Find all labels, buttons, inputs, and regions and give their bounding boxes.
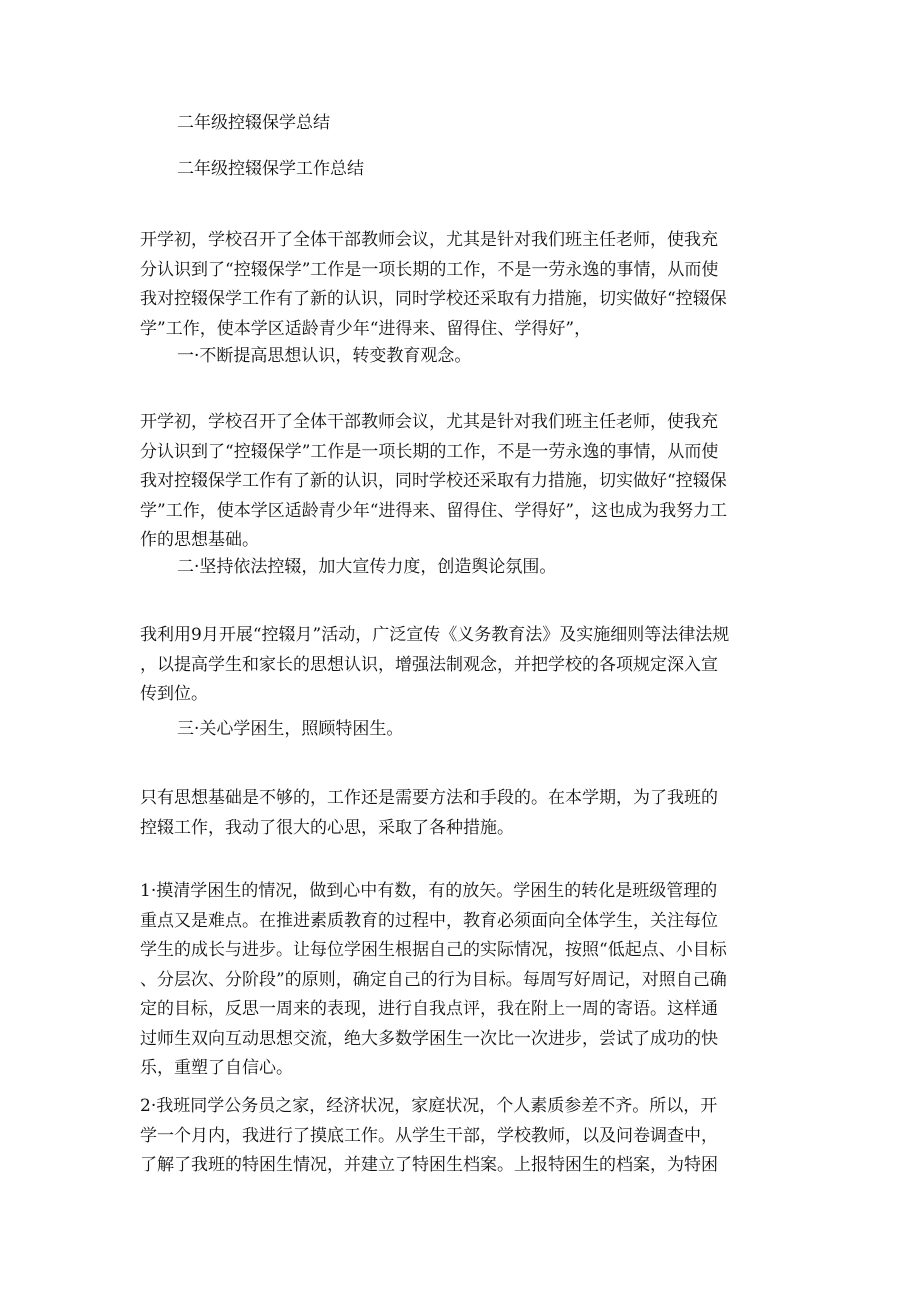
paragraph-line: 定的目标，反思一周来的表现，进行自我点评，我在附上一周的寄语。这样通 <box>140 999 718 1019</box>
paragraph-line: 乐，重塑了自信心。 <box>140 1058 293 1078</box>
paragraph-line: 开学初，学校召开了全体干部教师会议，尤其是针对我们班主任老师，使我充 <box>140 230 718 250</box>
section-2-paragraph <box>140 621 780 710</box>
paragraph-line: ，以提高学生和家长的思想认识，增强法制观念，并把学校的各项规定深入宣 <box>140 654 718 675</box>
section-3-heading: 三·关心学困生，照顾特困生。 <box>177 719 404 739</box>
section-1-heading: 一·不断提高思想认识，转变教育观念。 <box>177 346 472 366</box>
paragraph-line: 学一个月内，我进行了摸底工作。从学生干部，学校教师，以及问卷调查中， <box>140 1125 718 1146</box>
paragraph-line: 学”工作，使本学区适龄青少年“进得来、留得住、学得好”，这也成为我努力工 <box>140 500 728 521</box>
paragraph-line: 学”工作，使本学区适龄青少年“进得来、留得住、学得好”， <box>140 318 592 339</box>
paragraph-line: 控辍工作，我动了很大的心思，采取了各种措施。 <box>140 817 514 838</box>
item-2-paragraph <box>140 1092 780 1181</box>
paragraph-line: 作的思想基础。 <box>140 530 259 550</box>
paragraph-line: 了解了我班的特困生情况，并建立了特困生档案。上报特困生的档案，为特困 <box>140 1155 718 1175</box>
paragraph-line: 分认识到了“控辍保学”工作是一项长期的工作，不是一劳永逸的事情，从而使 <box>140 259 719 280</box>
paragraph-line: 我对控辍保学工作有了新的认识，同时学校还采取有力措施，切实做好“控辍保 <box>140 289 727 309</box>
item-1-paragraph <box>140 877 780 1084</box>
paragraph-line: 重点又是难点。在推进素质教育的过程中，教育必须面向全体学生，关注每位 <box>140 910 718 931</box>
paragraph-line: 、分层次、分阶段”的原则，确定自己的行为目标。每周写好周记，对照自己确 <box>140 969 727 990</box>
paragraph-line: 传到位。 <box>140 684 208 704</box>
paragraph-line: 分认识到了“控辍保学”工作是一项长期的工作，不是一劳永逸的事情，从而使 <box>140 441 719 462</box>
paragraph-line: 1·摸清学困生的情况，做到心中有数，有的放矢。学困生的转化是班级管理的 <box>140 881 718 901</box>
document-subtitle: 二年级控辍保学工作总结 <box>177 159 364 179</box>
section-2-heading: 二·坚持依法控辍，加大宣传力度，创造舆论氛围。 <box>177 557 557 577</box>
section-3-paragraph <box>140 784 780 843</box>
paragraph-line: 我对控辍保学工作有了新的认识，同时学校还采取有力措施，切实做好“控辍保 <box>140 471 727 491</box>
paragraph-line: 我利用9月开展“控辍月”活动，广泛宣传《义务教育法》及实施细则等法律法规 <box>140 625 730 645</box>
paragraph-line: 学生的成长与进步。让每位学困生根据自己的实际情况，按照“低起点、小目标 <box>140 940 727 960</box>
section-1-paragraph <box>140 408 780 556</box>
paragraph-line: 2·我班同学公务员之家，经济状况，家庭状况，个人素质参差不齐。所以，开 <box>140 1096 718 1116</box>
document-title: 二年级控辍保学总结 <box>177 113 330 133</box>
intro-paragraph <box>140 226 780 344</box>
paragraph-line: 只有思想基础是不够的，工作还是需要方法和手段的。在本学期，为了我班的 <box>140 788 718 808</box>
paragraph-line: 过师生双向互动思想交流，绝大多数学困生一次比一次进步，尝试了成功的快 <box>140 1028 718 1049</box>
paragraph-line: 开学初，学校召开了全体干部教师会议，尤其是针对我们班主任老师，使我充 <box>140 412 718 432</box>
